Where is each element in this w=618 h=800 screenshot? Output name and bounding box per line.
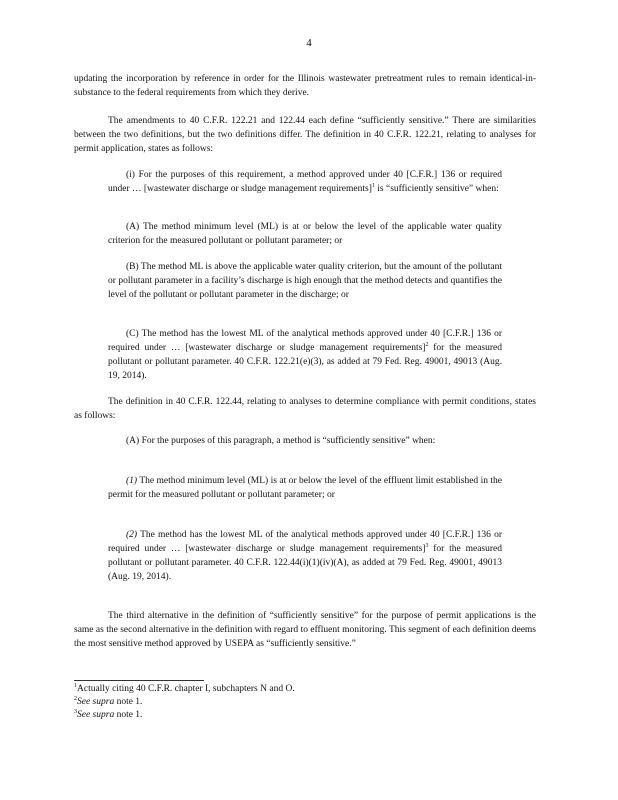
paragraph-text: The third alternative in the definition of “sufficiently sensitive” for the purpose of permit applications is the same as the second alternative in the definition with regard to effluent monitoring. This segment of each definition deems the most sensitive method approved by USEPA as “sufficiently sensitive.” — [74, 611, 536, 649]
footnote-text: Actually citing 40 C.F.R. chapter I, subchapters N and O. — [77, 684, 295, 694]
block-quote-item-1 — [108, 474, 502, 502]
quote-text: The method has the lowest ML of the analytical methods approved under 40 [C.F.R.] 136 or required under … [wastewater discharge or sludge management requirements] — [108, 530, 502, 554]
footnote-signal: See supra — [77, 710, 115, 720]
footnote-ref: 3 — [425, 543, 429, 549]
footnote-ref: 2 — [425, 342, 429, 348]
block-quote-item-2 — [108, 528, 502, 584]
footnote-text: note 1. — [114, 697, 143, 707]
block-quote-item-a — [108, 220, 502, 248]
quote-text: (C) The method has the lowest ML of the analytical methods approved under 40 [C.F.R.] 136 or required under … [wastewater discharge or sludge management requirements] — [108, 329, 502, 353]
footnote-2 — [74, 696, 474, 709]
footnote-number: 3 — [74, 709, 77, 715]
paragraph-text: updating the incorporation by reference in order for the Illinois wastewater pretreatment rules to remain identical-in-substance to the federal requirements from which they derive. — [74, 74, 536, 98]
paragraph-text: The amendments to 40 C.F.R. 122.21 and 122.44 each define “sufficiently sensitive.” There are similarities between the two definitions, but the two definitions differ. The definition in 40 C.F.R. 122.21, relating to analyses for permit application, states as follows: — [74, 116, 536, 154]
footnote-number: 1 — [74, 683, 77, 689]
page-number: 4 — [306, 37, 312, 49]
block-quote-item-b — [108, 260, 502, 302]
footnotes — [74, 683, 474, 722]
footnote-text: note 1. — [114, 710, 143, 720]
paragraph-definitions-intro — [74, 114, 536, 156]
paragraph-122-44-intro — [74, 395, 536, 423]
item-number: (1) — [126, 476, 138, 486]
paragraph-third-alternative — [74, 609, 536, 651]
footnote-ref: 1 — [371, 183, 375, 189]
block-quote-item-c — [108, 327, 502, 383]
quote-text: (A) For the purposes of this paragraph, a method is “sufficiently sensitive” when: — [126, 436, 436, 446]
block-quote-122-21-intro — [108, 168, 502, 196]
quote-text: is “sufficiently sensitive” when: — [374, 184, 499, 194]
block-quote-122-44-intro — [108, 434, 502, 448]
quote-text: (A) The method minimum level (ML) is at or below the level of the applicable water quality criterion for the measured pollutant or pollutant parameter; or — [108, 222, 502, 246]
quote-text: (i) For the purposes of this requirement, a method approved under 40 [C.F.R.] 136 or required under … [wastewater discharge or sludge management requirements] — [108, 170, 502, 194]
quote-text: for the measured pollutant or pollutant parameter. 40 C.F.R. 122.44(i)(1)(iv)(A), as added at 79 Fed. Reg. 49001, 49013 (Aug. 19, 2014). — [108, 544, 502, 582]
footnote-signal: See supra — [77, 697, 115, 707]
footnote-3 — [74, 709, 474, 722]
footnote-divider — [74, 680, 204, 681]
item-number: (2) — [126, 530, 138, 540]
quote-text: (B) The method ML is above the applicable water quality criterion, but the amount of the pollutant or pollutant parameter in a facility’s discharge is high enough that the method detects and quantifies the level of the pollutant or pollutant parameter in the discharge; or — [108, 262, 502, 300]
footnote-1 — [74, 683, 474, 696]
paragraph-incorporation — [74, 72, 536, 100]
footnote-number: 2 — [74, 696, 77, 702]
quote-text: The method minimum level (ML) is at or below the level of the effluent limit established in the permit for the measured pollutant or pollutant parameter; or — [108, 476, 502, 500]
quote-text: for the measured pollutant or pollutant parameter. 40 C.F.R. 122.21(e)(3), as added at 79 Fed. Reg. 49001, 49013 (Aug. 19, 2014). — [108, 343, 502, 381]
paragraph-text: The definition in 40 C.F.R. 122.44, relating to analyses to determine compliance with permit conditions, states as follows: — [74, 397, 536, 421]
